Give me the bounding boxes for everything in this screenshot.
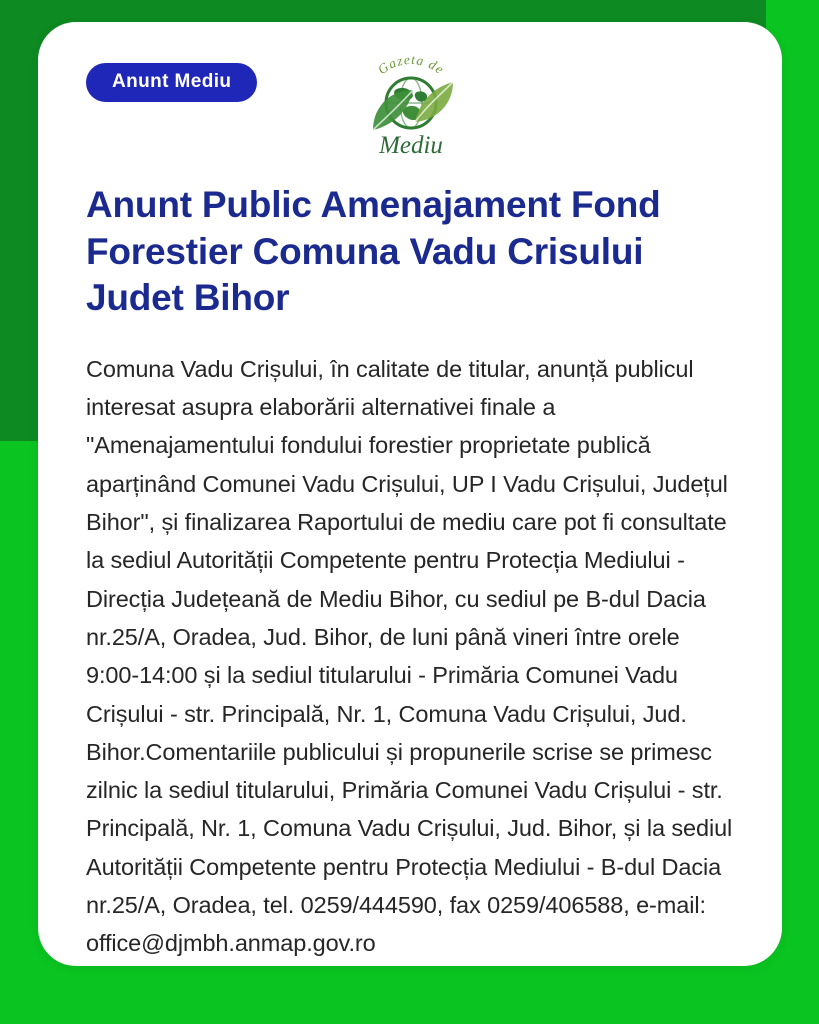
category-badge[interactable]: [86, 63, 257, 102]
gazeta-de-mediu-logo: [357, 46, 465, 162]
logo-top-text: Gazeta de: [374, 51, 448, 78]
page-title: Anunt Public Amenajament Fond Forestier Comuna Vadu Crisului Judet Bihor: [86, 184, 661, 319]
card-header: [86, 46, 736, 166]
announcement-body: Comuna Vadu Crișului, în calitate de titular, anunță publicul interesat asupra elaborării alternativei finale a "Amenajamentului fondului forestier proprietate publică aparținând Comunei Vadu Crișului, UP I Vadu Crișului, Județul Bihor", și finalizarea Raportului de mediu care pot fi consultate la sediul Autorității Competente pentru Protecția Mediului - Direcția Județeană de Mediu Bihor, cu sediul pe B-dul Dacia nr.25/A, Oradea, Jud. Bihor, de luni până vineri între orele 9:00-14:00 și la sediul titularului - Primăria Comunei Vadu Crișului - str. Principală, Nr. 1, Comuna Vadu Crișului, Jud. Bihor.Comentariile publicului și propunerile scrise se primesc zilnic la sediul titularului, Primăria Comunei Vadu Crișului - str. Principală, Nr. 1, Comuna Vadu Crișului, Jud. Bihor, și la sediul Autorității Competente pentru Protecția Mediului - B-dul Dacia nr.25/A, Oradea, tel. 0259/444590, fax 0259/406588, e-mail: office@djmbh.anmap.gov.ro: [86, 355, 733, 957]
announcement-card: [38, 22, 782, 966]
svg-text:Gazeta de: [375, 52, 447, 77]
logo-bottom-text: Mediu: [379, 132, 443, 159]
category-badge-label: Anunt Mediu: [112, 71, 232, 92]
